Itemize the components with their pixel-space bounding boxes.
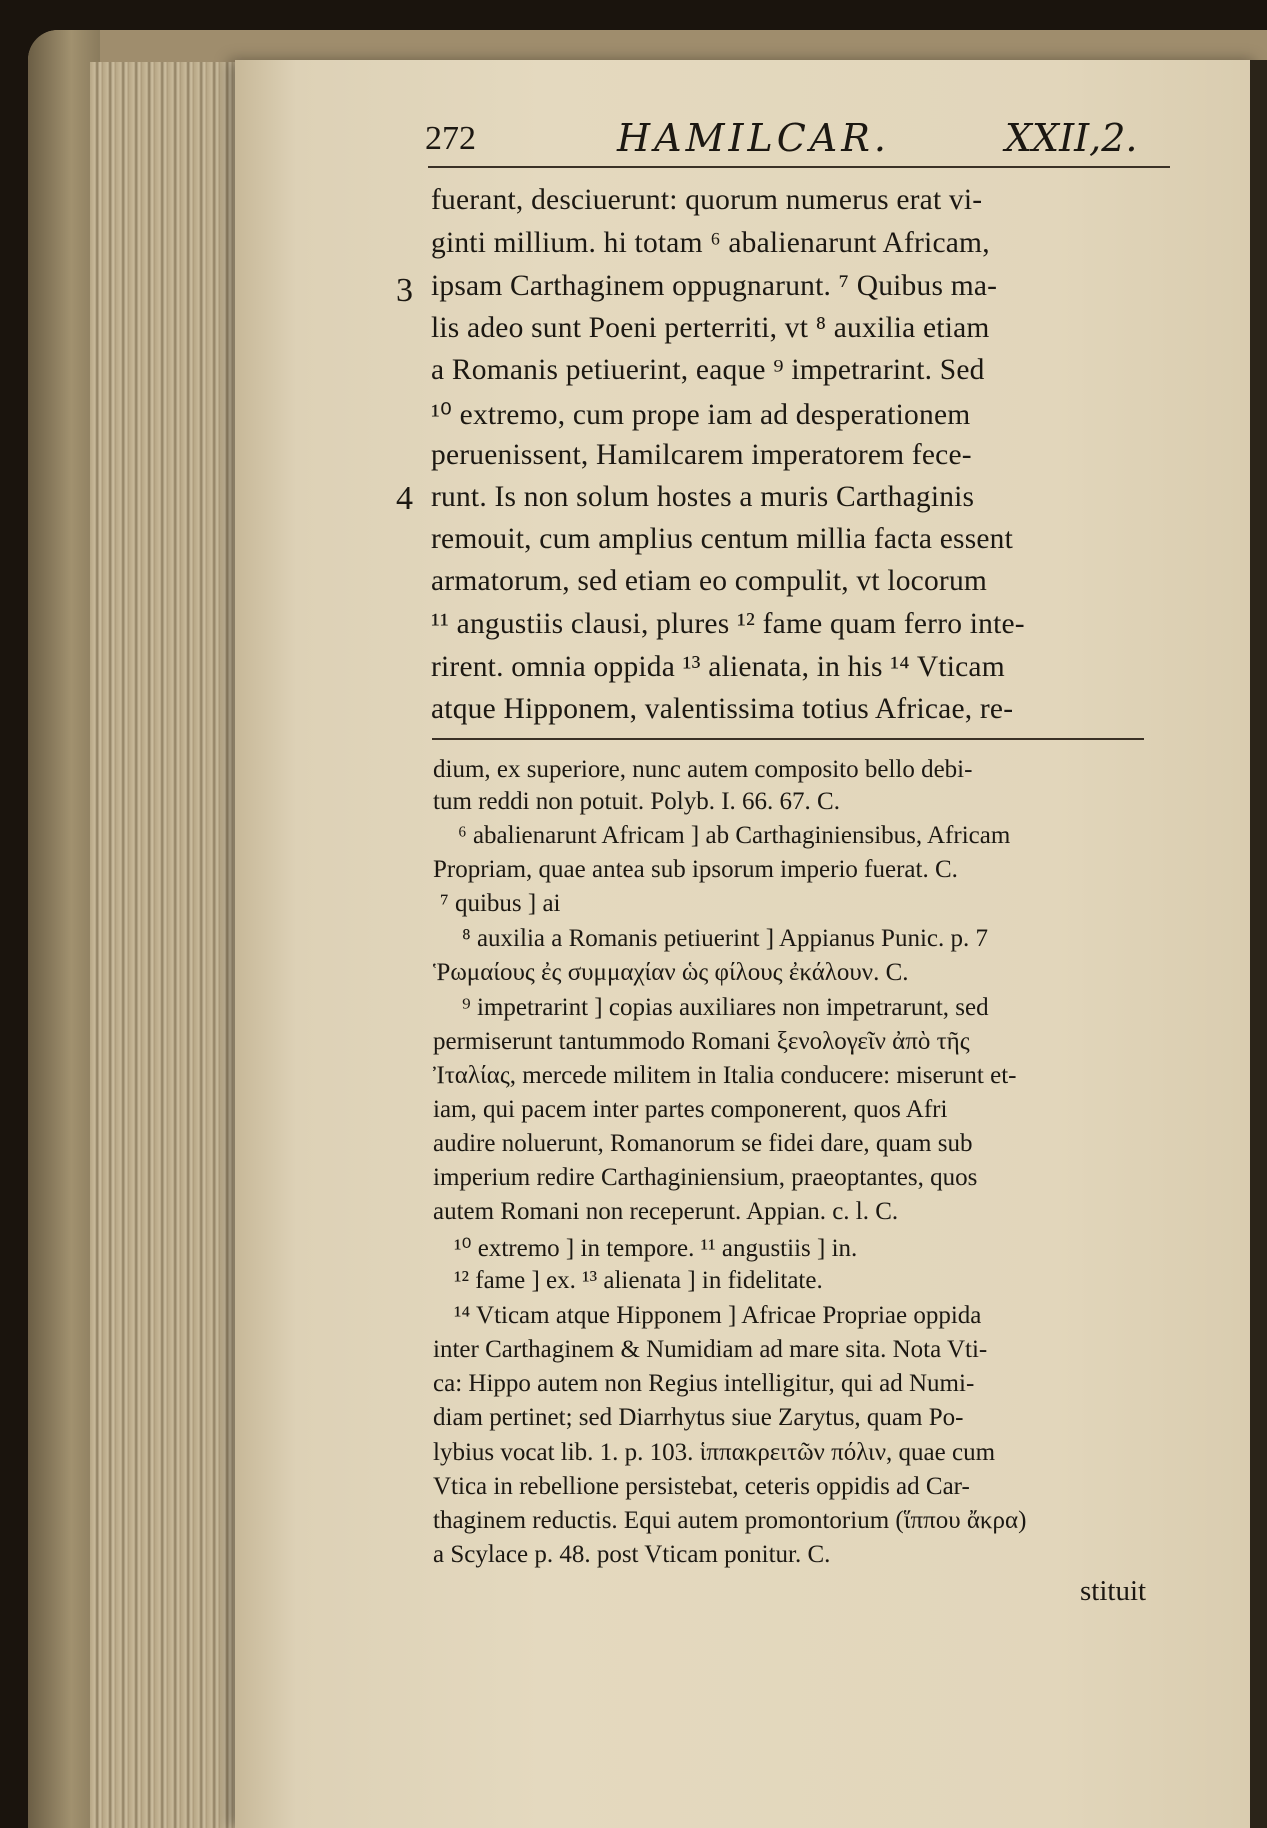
text-line: ginti millium. hi totam ⁶ abalienarunt Africam, bbox=[431, 227, 990, 259]
text-line: peruenissent, Hamilcarem imperatorem fece- bbox=[431, 439, 972, 471]
note-line: lybius vocat lib. 1. p. 103. ἱππακρειτῶν πόλιν, quae cum bbox=[433, 1439, 996, 1466]
text-line: lis adeo sunt Poeni perterriti, vt ⁸ auxilia etiam bbox=[431, 312, 990, 344]
note-line: Vtica in rebellione persistebat, ceteris oppidis ad Car- bbox=[433, 1473, 970, 1500]
note-line: inter Carthaginem & Numidiam ad mare sita. Nota Vti- bbox=[433, 1336, 988, 1363]
note-line: Ῥωμαίους ἐς συμμαχίαν ὡς φίλους ἐκάλουν. C. bbox=[433, 959, 909, 986]
note-line: audire noluerunt, Romanorum se fidei dare, quam sub bbox=[433, 1130, 973, 1157]
note-line: autem Romani non receperunt. Appian. c. l. C. bbox=[433, 1198, 899, 1225]
catchword: stituit bbox=[1080, 1575, 1147, 1607]
text-line: remouit, cum amplius centum millia facta essent bbox=[431, 523, 1014, 555]
notes-separator-rule bbox=[432, 738, 1144, 740]
note-line: a Scylace p. 48. post Vticam ponitur. C. bbox=[433, 1541, 831, 1568]
note-line: ⁹ impetrarint ] copias auxiliares non impetrarunt, sed bbox=[462, 994, 989, 1021]
note-line: permiserunt tantummodo Romani ξενολογεῖν ἀπὸ τῆς bbox=[433, 1028, 970, 1055]
note-line: iam, qui pacem inter partes componerent, quos Afri bbox=[433, 1096, 948, 1123]
note-line: ¹² fame ] ex. ¹³ alienata ] in fidelitate. bbox=[454, 1267, 823, 1294]
note-line: ¹⁴ Vticam atque Hipponem ] Africae Propriae oppida bbox=[454, 1302, 982, 1329]
text-line: ¹¹ angustiis clausi, plures ¹² fame quam ferro inte- bbox=[431, 608, 1025, 640]
note-line: dium, ex superiore, nunc autem composito bello debi- bbox=[433, 756, 973, 783]
margin-number-3: 3 bbox=[396, 272, 413, 309]
text-line: ¹⁰ extremo, cum prope iam ad desperationem bbox=[431, 399, 971, 431]
note-line: imperium redire Carthaginiensium, praeoptantes, quos bbox=[433, 1164, 978, 1191]
margin-number-4: 4 bbox=[396, 480, 413, 517]
note-line: thaginem reductis. Equi autem promontorium (ἵππου ἄκρα) bbox=[433, 1507, 1027, 1534]
text-line: rirent. omnia oppida ¹³ alienata, in his ¹⁴ Vticam bbox=[431, 651, 1005, 683]
note-line: ca: Hippo autem non Regius intelligitur, qui ad Numi- bbox=[433, 1370, 975, 1397]
note-line: Propriam, quae antea sub ipsorum imperio fuerat. C. bbox=[433, 856, 958, 883]
right-dark-edge bbox=[1250, 60, 1267, 1828]
note-line: ¹⁰ extremo ] in tempore. ¹¹ angustiis ] in. bbox=[454, 1235, 858, 1262]
text-line: a Romanis petiuerint, eaque ⁹ impetrarint. Sed bbox=[431, 354, 985, 386]
header-rule bbox=[428, 166, 1170, 168]
note-line: Ἰταλίας, mercede militem in Italia conducere: miserunt et- bbox=[433, 1062, 1017, 1089]
text-line: runt. Is non solum hostes a muris Carthaginis bbox=[431, 481, 975, 513]
text-line: atque Hipponem, valentissima totius Africae, re- bbox=[431, 693, 1014, 725]
note-line: ⁷ quibus ] ai bbox=[440, 890, 561, 917]
note-line: ⁶ abalienarunt Africam ] ab Carthaginiensibus, Africam bbox=[458, 822, 1011, 849]
text-line: armatorum, sed etiam eo compulit, vt locorum bbox=[431, 565, 988, 597]
note-line: ⁸ auxilia a Romanis petiuerint ] Appianus Punic. p. 7 bbox=[462, 925, 989, 952]
note-line: tum reddi non potuit. Polyb. I. 66. 67. C. bbox=[433, 788, 840, 815]
running-title: HAMILCAR. bbox=[617, 116, 890, 160]
chapter-reference: XXII,2. bbox=[1005, 116, 1138, 160]
text-line: fuerant, desciuerunt: quorum numerus erat vi- bbox=[431, 184, 983, 216]
text-line: ipsam Carthaginem oppugnarunt. ⁷ Quibus ma- bbox=[431, 270, 998, 302]
page-number: 272 bbox=[425, 120, 476, 157]
note-line: diam pertinet; sed Diarrhytus siue Zarytus, quam Po- bbox=[433, 1404, 964, 1431]
